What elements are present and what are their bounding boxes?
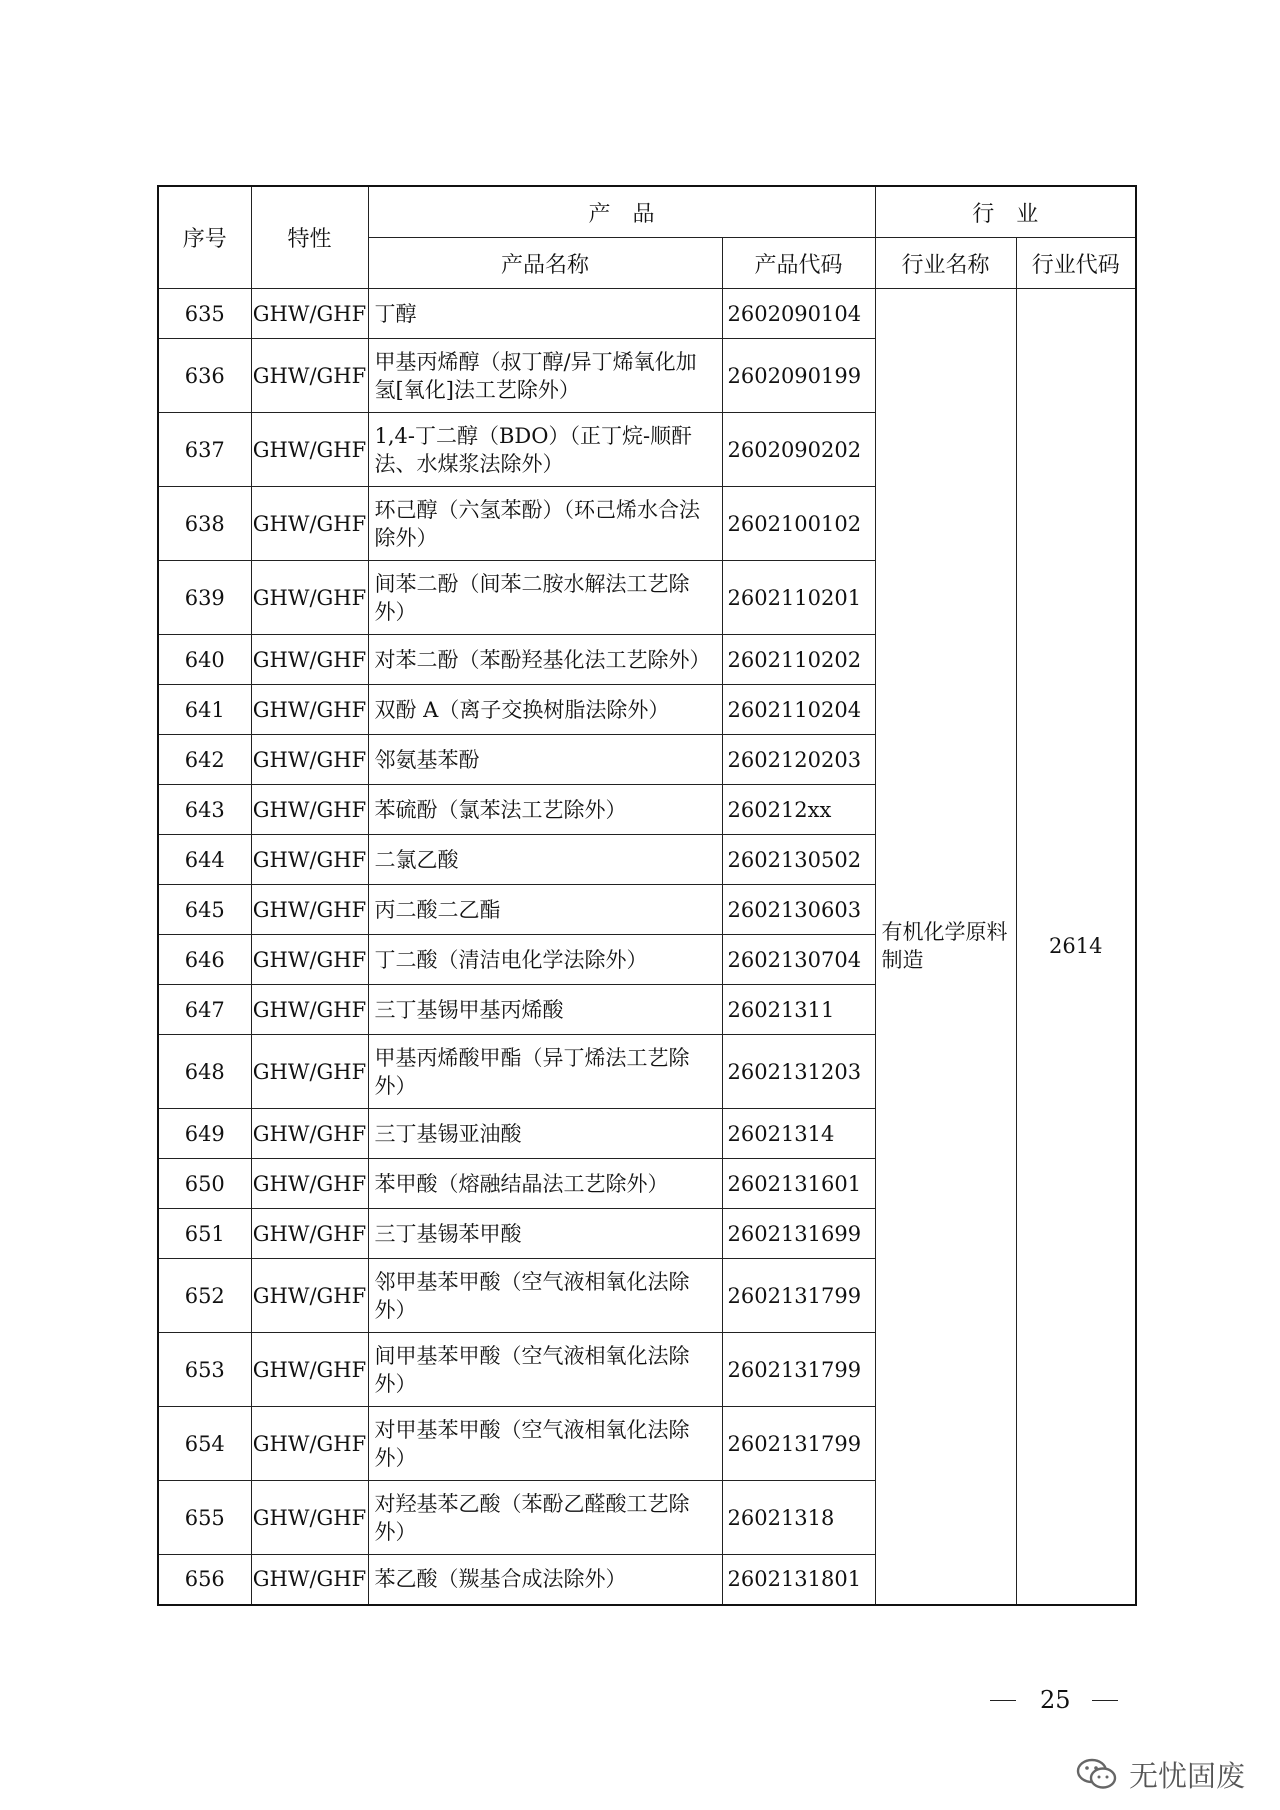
row-product-name: 双酚 A（离子交换树脂法除外）	[368, 685, 722, 735]
row-seq: 636	[158, 339, 251, 413]
row-seq: 637	[158, 413, 251, 487]
row-product-name: 1,4-丁二醇（BDO）（正丁烷-顺酐法、水煤浆法除外）	[368, 413, 722, 487]
row-seq: 655	[158, 1481, 251, 1555]
row-seq: 650	[158, 1159, 251, 1209]
row-product-name: 邻甲基苯甲酸（空气液相氧化法除外）	[368, 1259, 722, 1333]
row-attr: GHW/GHF	[251, 1209, 368, 1259]
row-product-code: 2602131203	[722, 1035, 875, 1109]
row-product-code: 2602090104	[722, 289, 875, 339]
row-seq: 638	[158, 487, 251, 561]
page-number-text: 25	[1040, 1686, 1071, 1714]
row-product-code: 2602131799	[722, 1407, 875, 1481]
row-attr: GHW/GHF	[251, 835, 368, 885]
row-attr: GHW/GHF	[251, 1333, 368, 1407]
row-seq: 635	[158, 289, 251, 339]
row-product-name: 甲基丙烯酸甲酯（异丁烯法工艺除外）	[368, 1035, 722, 1109]
row-seq: 646	[158, 935, 251, 985]
row-seq: 639	[158, 561, 251, 635]
row-product-code: 2602130502	[722, 835, 875, 885]
row-product-name: 三丁基锡苯甲酸	[368, 1209, 722, 1259]
row-attr: GHW/GHF	[251, 487, 368, 561]
row-seq: 648	[158, 1035, 251, 1109]
row-product-name: 对甲基苯甲酸（空气液相氧化法除外）	[368, 1407, 722, 1481]
row-product-name: 间甲基苯甲酸（空气液相氧化法除外）	[368, 1333, 722, 1407]
row-product-code: 2602110204	[722, 685, 875, 735]
row-product-name: 丙二酸二乙酯	[368, 885, 722, 935]
row-product-code: 2602131699	[722, 1209, 875, 1259]
row-product-code: 260212xx	[722, 785, 875, 835]
industry-name-cell: 有机化学原料制造	[875, 289, 1016, 1605]
row-seq: 645	[158, 885, 251, 935]
header-row-1	[158, 186, 1136, 238]
row-seq: 653	[158, 1333, 251, 1407]
row-product-name: 三丁基锡亚油酸	[368, 1109, 722, 1159]
row-product-code: 2602110201	[722, 561, 875, 635]
row-attr: GHW/GHF	[251, 1481, 368, 1555]
row-product-code: 2602120203	[722, 735, 875, 785]
row-attr: GHW/GHF	[251, 1555, 368, 1605]
page-dash-left	[990, 1700, 1016, 1701]
page-dash-right	[1092, 1700, 1118, 1701]
row-attr: GHW/GHF	[251, 413, 368, 487]
header-seq: 序号	[158, 186, 251, 289]
row-attr: GHW/GHF	[251, 685, 368, 735]
row-seq: 643	[158, 785, 251, 835]
row-product-name: 丁醇	[368, 289, 722, 339]
row-attr: GHW/GHF	[251, 985, 368, 1035]
row-seq: 641	[158, 685, 251, 735]
row-product-name: 甲基丙烯醇（叔丁醇/异丁烯氧化加氢[氧化]法工艺除外）	[368, 339, 722, 413]
row-product-name: 三丁基锡甲基丙烯酸	[368, 985, 722, 1035]
row-attr: GHW/GHF	[251, 935, 368, 985]
header-industry-group: 行 业	[875, 186, 1136, 238]
row-product-code: 26021314	[722, 1109, 875, 1159]
row-attr: GHW/GHF	[251, 1259, 368, 1333]
row-attr: GHW/GHF	[251, 885, 368, 935]
row-attr: GHW/GHF	[251, 735, 368, 785]
row-product-code: 2602131799	[722, 1333, 875, 1407]
header-attr: 特性	[251, 186, 368, 289]
wechat-icon	[1075, 1756, 1119, 1792]
row-product-code: 26021318	[722, 1481, 875, 1555]
row-product-name: 苯甲酸（熔融结晶法工艺除外）	[368, 1159, 722, 1209]
row-product-code: 2602130603	[722, 885, 875, 935]
row-seq: 642	[158, 735, 251, 785]
row-attr: GHW/GHF	[251, 561, 368, 635]
watermark	[1075, 1752, 1245, 1796]
row-product-code: 2602100102	[722, 487, 875, 561]
header-product-code: 产品代码	[722, 238, 875, 289]
row-product-code: 2602110202	[722, 635, 875, 685]
row-seq: 644	[158, 835, 251, 885]
header-industry-code: 行业代码	[1016, 238, 1136, 289]
row-seq: 651	[158, 1209, 251, 1259]
header-product-group: 产 品	[368, 186, 875, 238]
row-product-code: 2602090199	[722, 339, 875, 413]
header-product-name: 产品名称	[368, 238, 722, 289]
row-attr: GHW/GHF	[251, 1159, 368, 1209]
row-attr: GHW/GHF	[251, 635, 368, 685]
row-seq: 652	[158, 1259, 251, 1333]
row-product-code: 2602131601	[722, 1159, 875, 1209]
header-industry-name: 行业名称	[875, 238, 1016, 289]
row-attr: GHW/GHF	[251, 1109, 368, 1159]
row-seq: 647	[158, 985, 251, 1035]
industry-code-cell: 2614	[1016, 289, 1136, 1605]
row-attr: GHW/GHF	[251, 1035, 368, 1109]
row-seq: 656	[158, 1555, 251, 1605]
row-product-name: 苯硫酚（氯苯法工艺除外）	[368, 785, 722, 835]
watermark-text: 无忧固废	[1129, 1758, 1246, 1793]
product-table	[157, 185, 1137, 1606]
row-seq: 640	[158, 635, 251, 685]
row-product-name: 二氯乙酸	[368, 835, 722, 885]
page-number	[0, 1686, 1280, 1716]
row-product-name: 对羟基苯乙酸（苯酚乙醛酸工艺除外）	[368, 1481, 722, 1555]
row-product-code: 2602130704	[722, 935, 875, 985]
row-seq: 649	[158, 1109, 251, 1159]
table-row	[158, 289, 1136, 339]
row-product-name: 邻氨基苯酚	[368, 735, 722, 785]
table-body	[158, 289, 1136, 1605]
row-product-name: 环己醇（六氢苯酚）（环己烯水合法除外）	[368, 487, 722, 561]
row-attr: GHW/GHF	[251, 785, 368, 835]
row-product-code: 2602090202	[722, 413, 875, 487]
row-attr: GHW/GHF	[251, 289, 368, 339]
row-product-name: 间苯二酚（间苯二胺水解法工艺除外）	[368, 561, 722, 635]
row-product-code: 26021311	[722, 985, 875, 1035]
row-product-name: 苯乙酸（羰基合成法除外）	[368, 1555, 722, 1605]
row-attr: GHW/GHF	[251, 339, 368, 413]
row-product-code: 2602131801	[722, 1555, 875, 1605]
row-product-name: 对苯二酚（苯酚羟基化法工艺除外）	[368, 635, 722, 685]
row-product-code: 2602131799	[722, 1259, 875, 1333]
row-seq: 654	[158, 1407, 251, 1481]
row-attr: GHW/GHF	[251, 1407, 368, 1481]
row-product-name: 丁二酸（清洁电化学法除外）	[368, 935, 722, 985]
